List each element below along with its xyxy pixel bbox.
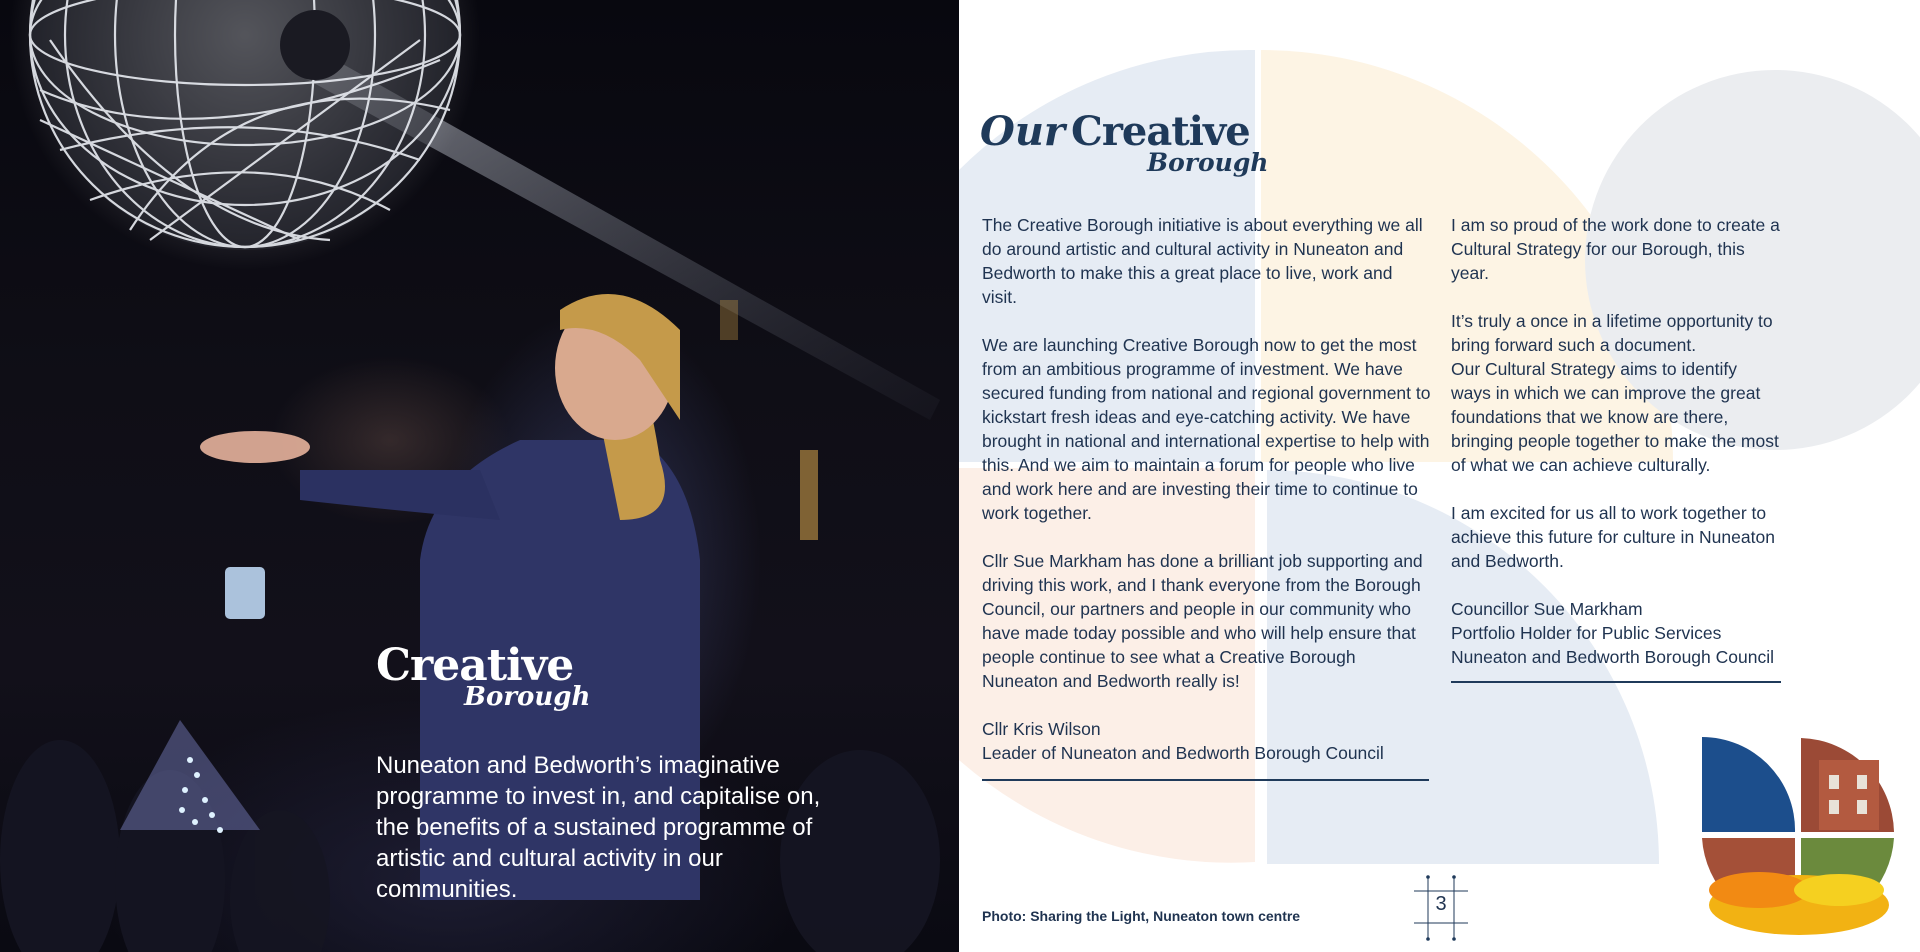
column-rule — [1451, 681, 1781, 683]
cover-caption: Nuneaton and Bedworth’s imaginative programme to invest in, and capitalise on, the benefits of a sustained programme of artistic and cultural activity in our communities. — [376, 752, 821, 903]
paragraph: The Creative Borough initiative is about everything we all do around artistic and cultural activity in Nuneaton and Bedworth to make this a great place to live, work and visit. — [982, 215, 1423, 307]
paragraph: We are launching Creative Borough now to get the most from an ambitious programme of investment. We have secured funding from national and regional government to kickstart fresh ideas and eye-catching activity. We have brought in national and international expertise to help with this. And we aim to maintain a forum for people who live and work here and are investing their time to continue to work together. — [982, 335, 1431, 523]
foreword-page — [959, 0, 1920, 952]
town-hall-emblem — [1702, 737, 1894, 935]
logo-word-borough: Borough — [464, 682, 591, 712]
title-borough: Borough — [1147, 148, 1269, 177]
title-our: Our — [980, 108, 1065, 155]
title-creative: Creative — [1071, 108, 1250, 155]
cover-photo — [0, 0, 959, 952]
portfolio-holder-foreword — [1451, 213, 1781, 669]
signature-org: Nuneaton and Bedworth Borough Council — [1451, 647, 1774, 667]
page-title — [980, 108, 1269, 177]
column-rule — [982, 779, 1429, 781]
signature-name: Cllr Kris Wilson — [982, 719, 1101, 739]
signature-name: Councillor Sue Markham — [1451, 599, 1643, 619]
signature-role: Leader of Nuneaton and Bedworth Borough Council — [982, 743, 1384, 763]
photo-credit: Photo: Sharing the Light, Nuneaton town centre — [982, 908, 1301, 924]
signature-role: Portfolio Holder for Public Services — [1451, 623, 1722, 643]
creative-borough-logo — [376, 640, 591, 712]
paragraph: I am excited for us all to work together to achieve this future for culture in Nuneaton and Bedworth. — [1451, 503, 1775, 571]
page-number — [1418, 877, 1464, 939]
paragraph: I am so proud of the work done to create a Cultural Strategy for our Borough, this year. — [1451, 215, 1780, 283]
logo-word-creative: Creative — [376, 640, 574, 691]
leader-foreword — [982, 213, 1432, 765]
paragraph: Cllr Sue Markham has done a brilliant job supporting and driving this work, and I thank everyone from the Borough Council, our partners and people in our community who have made today possible and who will help ensure that people continue to see what a Creative Borough Nuneaton and Bedworth really is! — [982, 551, 1423, 691]
page-number-value: 3 — [1435, 893, 1447, 915]
paragraph: It’s truly a once in a lifetime opportunity to bring forward such a document. Our Cultural Strategy aims to identify ways in which we can improve the great foundations that we know are there, bringing people together to make the most of what we can achieve culturally. — [1451, 311, 1779, 475]
